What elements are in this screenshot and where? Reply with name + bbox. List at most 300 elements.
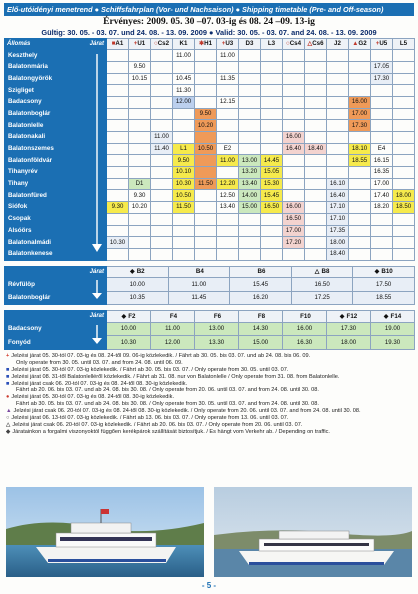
time-cell — [107, 248, 129, 260]
time-cell — [371, 50, 393, 62]
time-cell — [305, 248, 327, 260]
note-line — [6, 401, 414, 408]
column-header — [195, 311, 239, 323]
column-code: F6 — [213, 312, 222, 320]
time-cell — [173, 132, 195, 144]
time-cell: 17.50 — [353, 278, 415, 292]
time-cell — [151, 167, 173, 179]
time-cell — [305, 85, 327, 97]
time-cell — [129, 120, 151, 132]
time-cell — [107, 120, 129, 132]
time-cell — [107, 143, 129, 155]
table-row — [5, 96, 415, 108]
time-cell: 12.15 — [217, 96, 239, 108]
time-cell — [173, 213, 195, 225]
time-cell — [239, 85, 261, 97]
time-cell: 19.30 — [371, 336, 415, 350]
time-cell — [195, 85, 217, 97]
column-header — [129, 38, 151, 50]
time-cell — [217, 132, 239, 144]
time-cell — [283, 85, 305, 97]
time-cell — [393, 155, 415, 167]
column-code: A1 — [115, 39, 124, 47]
time-cell — [239, 73, 261, 85]
time-cell: 10.35 — [107, 291, 169, 305]
table-row — [5, 50, 415, 62]
time-cell: 17.10 — [327, 213, 349, 225]
column-code: F10 — [300, 312, 311, 320]
time-cell — [371, 237, 393, 249]
time-cell — [327, 96, 349, 108]
time-cell: 10.30 — [107, 336, 151, 350]
time-cell — [283, 167, 305, 179]
table-row — [5, 85, 415, 97]
time-cell: 16.00 — [349, 96, 371, 108]
time-cell — [305, 50, 327, 62]
validity-main: Érvényes: 2009. 05. 30 –07. 03-ig és 08. 24 –09. 13-ig — [103, 16, 315, 27]
column-header — [239, 311, 283, 323]
time-cell: 18.00 — [327, 336, 371, 350]
column-header — [195, 38, 217, 50]
note-text: Jelzési járat 06. 13-tól 07. 03-ig közlekedik. / Fährt ab 13. 06. bis 03. 07. / Only operate from 13. 06. until 03. 07. — [11, 415, 289, 422]
time-cell — [217, 248, 239, 260]
station-name: Alsóörs — [5, 225, 87, 237]
time-cell — [349, 178, 371, 190]
column-mark: + — [375, 39, 380, 47]
time-cell — [217, 167, 239, 179]
time-cell: 16.00 — [283, 132, 305, 144]
time-cell: 10.45 — [173, 73, 195, 85]
time-cell: 17.00 — [349, 108, 371, 120]
column-header — [305, 38, 327, 50]
note-mark: ■ — [6, 366, 10, 373]
station-name: Badacsony — [5, 322, 87, 336]
column-header — [349, 38, 371, 50]
time-cell: 12.00 — [173, 96, 195, 108]
time-cell — [129, 225, 151, 237]
station-name: Balatongyörök — [5, 73, 87, 85]
note-text: Jelzési járat csak 06. 20-tól 07. 03-ig és 08. 24-től 08. 30-ig közlekedik. / Only operate from 20. 06. until 03. 07. and from 24. 08. until 30. 08. — [13, 408, 361, 415]
time-cell — [371, 108, 393, 120]
time-cell: D1 — [129, 178, 151, 190]
time-cell: 13.20 — [239, 167, 261, 179]
column-mark: ■ — [111, 39, 116, 47]
table-row — [5, 213, 415, 225]
column-header — [283, 311, 327, 323]
column-code: U3 — [225, 39, 234, 47]
time-cell — [217, 225, 239, 237]
time-cell — [305, 73, 327, 85]
time-cell: 18.55 — [349, 155, 371, 167]
time-cell — [349, 85, 371, 97]
column-mark: ◆ — [339, 312, 345, 320]
station-name: Balatonakali — [5, 132, 87, 144]
time-cell — [151, 237, 173, 249]
time-cell — [151, 96, 173, 108]
page-number: - 5 - — [201, 581, 217, 590]
time-cell: 16.50 — [261, 202, 283, 214]
column-code: L5 — [399, 39, 408, 47]
note-text: Jelzési járat 05. 30-tól 07. 03-ig és 08. 24-től 09. 06-ig közlekedik. / Fährt ab 30. 05. bis 03. 07. und ab 24. 08. bis 06. 09. — [11, 352, 311, 359]
time-cell — [195, 167, 217, 179]
column-header — [107, 311, 151, 323]
time-cell: 15.00 — [239, 336, 283, 350]
time-cell — [173, 120, 195, 132]
column-header — [393, 38, 415, 50]
time-cell: 10.00 — [107, 322, 151, 336]
time-cell — [195, 248, 217, 260]
header-row — [5, 311, 415, 323]
time-cell — [283, 73, 305, 85]
column-code: F12 — [346, 312, 358, 320]
time-cell — [349, 132, 371, 144]
time-cell: 17.20 — [283, 237, 305, 249]
station-name: Balatonkenese — [5, 248, 87, 260]
time-cell — [173, 61, 195, 73]
table-row — [5, 155, 415, 167]
time-cell — [283, 61, 305, 73]
time-cell: 10.15 — [129, 73, 151, 85]
time-cell: 16.40 — [327, 190, 349, 202]
time-cell — [371, 248, 393, 260]
time-cell — [327, 155, 349, 167]
direction-arrow — [87, 278, 107, 305]
time-cell: 18.40 — [327, 248, 349, 260]
time-cell — [129, 108, 151, 120]
footnotes — [4, 353, 414, 436]
time-cell — [195, 155, 217, 167]
time-cell: 18.10 — [349, 143, 371, 155]
time-cell: 17.00 — [371, 178, 393, 190]
time-cell: 16.50 — [283, 213, 305, 225]
time-cell — [393, 96, 415, 108]
time-cell — [195, 96, 217, 108]
time-cell: 15.45 — [230, 278, 292, 292]
time-cell: L1 — [173, 143, 195, 155]
direction-arrow — [87, 50, 107, 260]
time-cell — [151, 178, 173, 190]
time-cell — [173, 248, 195, 260]
time-cell: 11.35 — [217, 73, 239, 85]
time-cell — [151, 61, 173, 73]
column-header — [107, 38, 129, 50]
time-cell — [239, 248, 261, 260]
time-cell — [129, 85, 151, 97]
station-name: Balatonalmádi — [5, 237, 87, 249]
time-cell — [327, 108, 349, 120]
time-cell — [305, 190, 327, 202]
time-cell — [151, 225, 173, 237]
route-label: Járat — [89, 40, 104, 47]
note-text: Jelzési járat csak 06. 20-tól 07. 03-ig és 08. 24-től 08. 30-ig közlekedik. — [11, 380, 188, 387]
note-text: Only operate from 30. 05. until 03. 07. and from 24. 08. until 06. 09. — [16, 359, 183, 366]
note-line — [6, 360, 414, 367]
time-cell: 17.25 — [291, 291, 353, 305]
time-cell: 11.00 — [173, 50, 195, 62]
time-cell — [305, 132, 327, 144]
time-cell — [195, 213, 217, 225]
note-mark: + — [6, 352, 10, 359]
f-timetable — [4, 310, 415, 350]
time-cell: 18.55 — [353, 291, 415, 305]
time-cell — [283, 96, 305, 108]
time-cell — [129, 237, 151, 249]
header-label-cell — [5, 38, 107, 50]
time-cell: 16.20 — [230, 291, 292, 305]
time-cell — [349, 50, 371, 62]
ship-photo-left — [6, 487, 204, 577]
column-code: H1 — [204, 39, 213, 47]
note-mark: ▲ — [6, 408, 12, 415]
column-code: U5 — [379, 39, 388, 47]
time-cell — [195, 50, 217, 62]
time-cell: 17.30 — [371, 73, 393, 85]
time-cell — [393, 167, 415, 179]
column-code: Cs6 — [312, 39, 324, 47]
table-row — [5, 202, 415, 214]
time-cell — [261, 85, 283, 97]
time-cell — [107, 190, 129, 202]
time-cell — [107, 50, 129, 62]
column-mark: ○ — [153, 39, 158, 47]
time-cell — [349, 61, 371, 73]
time-cell — [371, 120, 393, 132]
route-label: Járat — [89, 268, 104, 275]
station-name: Tihanyrév — [5, 167, 87, 179]
column-code: L3 — [267, 39, 276, 47]
station-name: Révfülöp — [5, 278, 87, 292]
time-cell — [151, 120, 173, 132]
time-cell — [283, 108, 305, 120]
column-header — [239, 38, 261, 50]
column-code: U1 — [137, 39, 146, 47]
column-mark: △ — [307, 39, 313, 47]
time-cell: 17.35 — [327, 225, 349, 237]
time-cell — [327, 167, 349, 179]
time-cell: 12.20 — [217, 178, 239, 190]
time-cell — [349, 237, 371, 249]
time-cell — [151, 50, 173, 62]
time-cell: 15.00 — [239, 202, 261, 214]
time-cell — [107, 213, 129, 225]
time-cell: 11.00 — [151, 322, 195, 336]
time-cell — [393, 50, 415, 62]
note-mark: ■ — [6, 373, 10, 380]
note-line — [6, 374, 414, 381]
time-cell: 14.00 — [239, 190, 261, 202]
station-name: Tihany — [5, 178, 87, 190]
time-cell — [217, 237, 239, 249]
time-cell — [283, 248, 305, 260]
time-cell — [283, 190, 305, 202]
time-cell: 16.35 — [371, 167, 393, 179]
time-cell: 15.05 — [261, 167, 283, 179]
time-cell: 15.30 — [261, 178, 283, 190]
column-header — [173, 38, 195, 50]
time-cell: 16.15 — [371, 155, 393, 167]
column-header — [371, 311, 415, 323]
table-row — [5, 61, 415, 73]
column-code: B10 — [381, 267, 393, 275]
time-cell — [305, 96, 327, 108]
column-header — [230, 266, 292, 278]
time-cell — [239, 120, 261, 132]
time-cell — [393, 143, 415, 155]
time-cell — [151, 85, 173, 97]
time-cell: 18.40 — [305, 143, 327, 155]
time-cell: 11.45 — [168, 291, 230, 305]
time-cell — [283, 155, 305, 167]
time-cell — [393, 178, 415, 190]
table-row — [5, 291, 415, 305]
time-cell: 10.50 — [173, 190, 195, 202]
time-cell — [261, 120, 283, 132]
time-cell — [393, 73, 415, 85]
time-cell: 16.00 — [283, 322, 327, 336]
time-cell — [107, 167, 129, 179]
time-cell — [393, 120, 415, 132]
time-cell — [107, 132, 129, 144]
time-cell: 17.05 — [371, 61, 393, 73]
column-code: D3 — [245, 39, 254, 47]
time-cell — [195, 202, 217, 214]
time-cell — [305, 155, 327, 167]
time-cell — [261, 248, 283, 260]
time-cell — [371, 213, 393, 225]
time-cell — [239, 61, 261, 73]
time-cell — [261, 73, 283, 85]
column-code: G2 — [358, 39, 367, 47]
time-cell — [261, 225, 283, 237]
column-code: B8 — [321, 267, 330, 275]
column-mark: ◆ — [383, 312, 389, 320]
time-cell — [195, 237, 217, 249]
time-cell — [129, 132, 151, 144]
column-header — [107, 266, 169, 278]
time-cell: 11.00 — [217, 155, 239, 167]
column-mark: △ — [314, 267, 320, 275]
time-cell — [349, 213, 371, 225]
header-label-cell — [5, 266, 107, 278]
time-cell — [195, 190, 217, 202]
column-code: B4 — [195, 267, 204, 275]
station-name: Keszthely — [5, 50, 87, 62]
time-cell — [217, 213, 239, 225]
table-row — [5, 143, 415, 155]
note-line — [6, 415, 414, 422]
table-row — [5, 190, 415, 202]
time-cell — [129, 96, 151, 108]
station-name: Balatonboglár — [5, 108, 87, 120]
note-text: Jelzési járat 05. 30-tól 07. 03-ig közlekedik. / Fährt ab 30. 05. bis 03. 07. / Only operate from 30. 05. until 03. 07. — [11, 366, 289, 373]
time-cell — [393, 213, 415, 225]
column-mark: ○ — [285, 39, 290, 47]
column-header — [371, 38, 393, 50]
time-cell — [151, 202, 173, 214]
time-cell: 19.00 — [371, 322, 415, 336]
note-line — [6, 422, 414, 429]
time-cell — [107, 73, 129, 85]
station-name: Badacsony — [5, 96, 87, 108]
time-cell — [239, 108, 261, 120]
column-code: F4 — [169, 312, 178, 320]
note-mark: ○ — [6, 415, 10, 422]
column-code: B2 — [136, 267, 145, 275]
time-cell — [371, 132, 393, 144]
time-cell — [173, 237, 195, 249]
station-name: Szigliget — [5, 85, 87, 97]
time-cell — [151, 108, 173, 120]
time-cell — [151, 155, 173, 167]
ship-photo-right — [214, 487, 412, 577]
time-cell — [305, 61, 327, 73]
time-cell — [371, 96, 393, 108]
time-cell — [283, 50, 305, 62]
time-cell — [305, 108, 327, 120]
note-mark: ● — [6, 394, 10, 401]
time-cell: 18.20 — [371, 202, 393, 214]
table-row — [5, 336, 415, 350]
time-cell — [393, 248, 415, 260]
time-cell: E2 — [217, 143, 239, 155]
time-cell: 17.00 — [283, 225, 305, 237]
time-cell: 10.20 — [129, 202, 151, 214]
table-row — [5, 178, 415, 190]
time-cell — [349, 190, 371, 202]
time-cell — [261, 50, 283, 62]
time-cell: 17.40 — [371, 190, 393, 202]
time-cell — [195, 73, 217, 85]
time-cell — [305, 237, 327, 249]
column-code: F14 — [390, 312, 402, 320]
time-cell — [305, 213, 327, 225]
time-cell: 9.30 — [129, 190, 151, 202]
note-mark: ◆ — [6, 428, 11, 435]
time-cell — [393, 61, 415, 73]
time-cell: 11.50 — [173, 202, 195, 214]
time-cell: 11.50 — [195, 178, 217, 190]
time-cell: 10.50 — [195, 143, 217, 155]
column-mark: ▲ — [352, 39, 359, 47]
time-cell — [393, 132, 415, 144]
note-text: Jelzési járat 08. 31-től Balatonlelléről közlekedik. / Fährt ab 31. 08. nur von Balatonlelle / Only operate from 31. 08. from Balatonlelle. — [11, 373, 340, 380]
time-cell — [305, 178, 327, 190]
time-cell — [283, 120, 305, 132]
time-cell: 16.40 — [283, 143, 305, 155]
station-label: Állomás — [7, 41, 31, 48]
time-cell: 11.00 — [151, 132, 173, 144]
column-header — [353, 266, 415, 278]
note-line — [6, 381, 414, 388]
table-row — [5, 225, 415, 237]
time-cell — [349, 248, 371, 260]
time-cell — [261, 96, 283, 108]
time-cell — [217, 85, 239, 97]
time-cell — [327, 73, 349, 85]
time-cell — [305, 202, 327, 214]
time-cell — [239, 213, 261, 225]
time-cell — [129, 155, 151, 167]
note-line — [6, 429, 414, 436]
time-cell — [129, 213, 151, 225]
time-cell — [327, 85, 349, 97]
time-cell — [195, 61, 217, 73]
header-row — [5, 266, 415, 278]
time-cell — [107, 61, 129, 73]
table-row — [5, 167, 415, 179]
time-cell — [173, 108, 195, 120]
note-text: Jelzési járat csak 06. 20-tól 07. 03-ig közlekedik. / Fährt ab 20. 06. bis 03. 07. / Only operate from 20. 06. until 03. 07. — [12, 422, 303, 428]
